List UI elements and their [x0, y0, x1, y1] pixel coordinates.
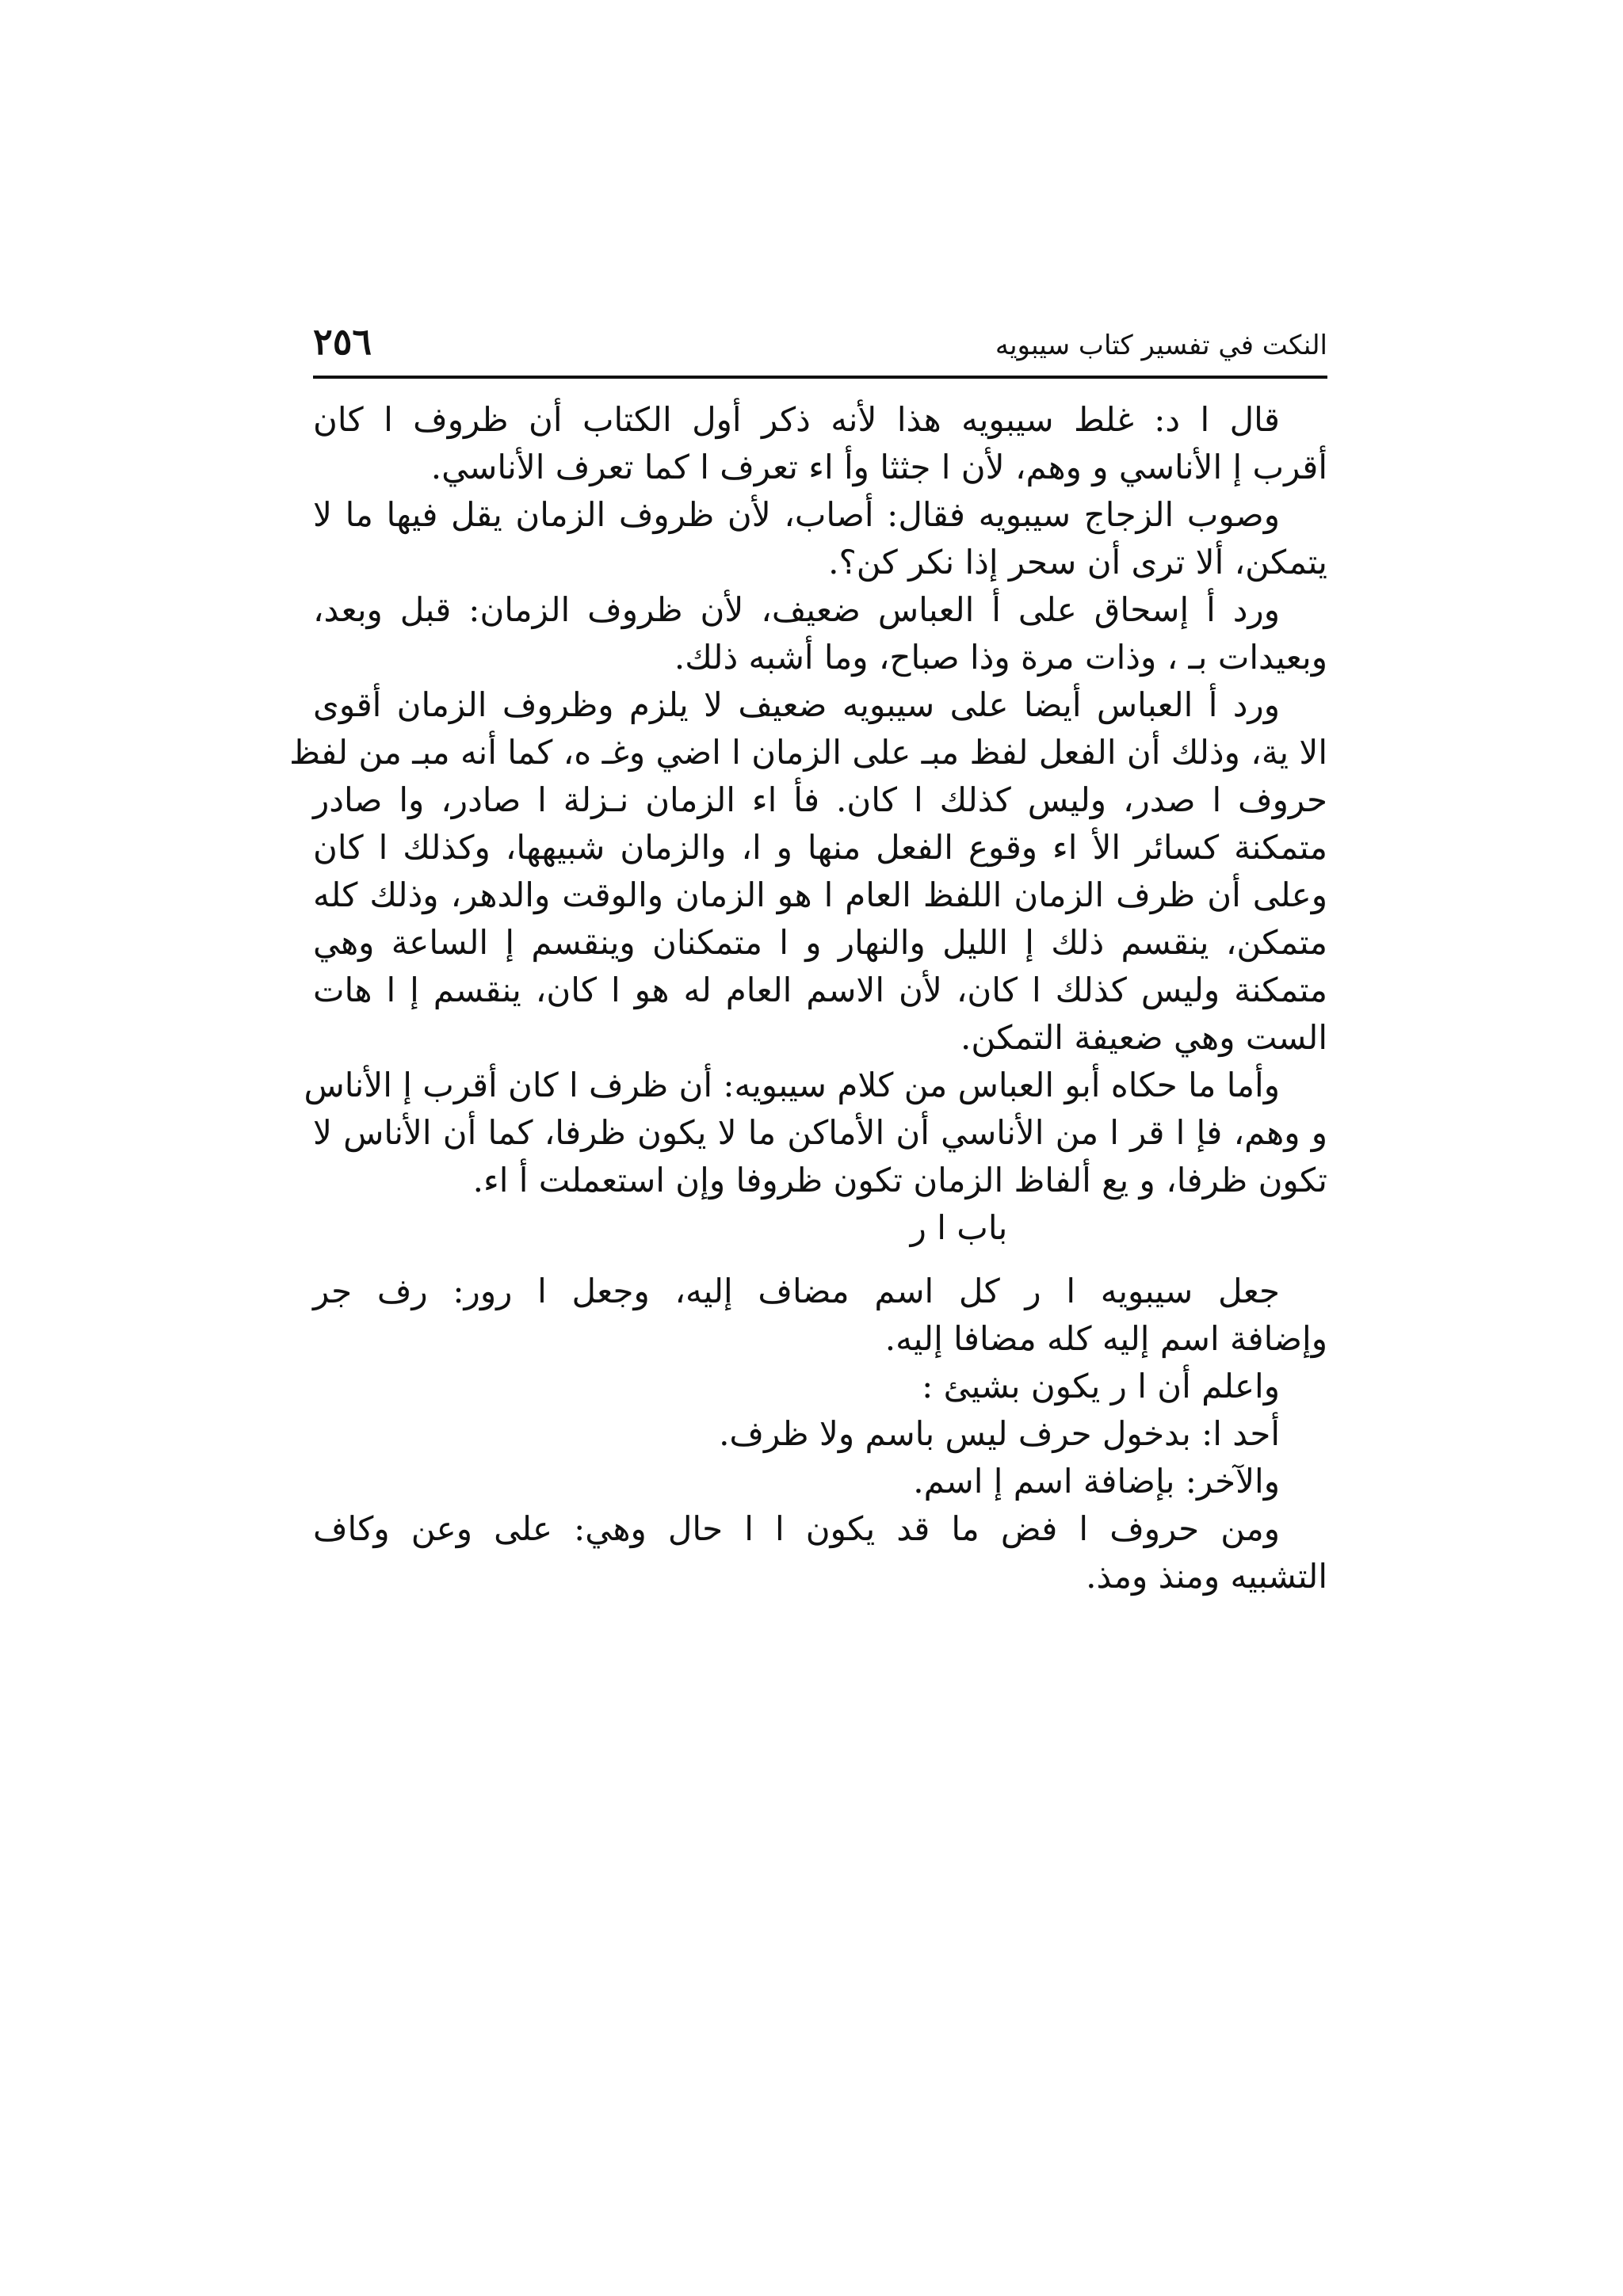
text-line: متمكن، ينقسم ذلك إ الليل والنهار و ا متمكنان وينقسم إ الساعة وهي: [313, 923, 1327, 962]
text-line: الا ية، وذلك أن الفعل لفظ مبـ على الزمان ا اضي وغـ ه، كما أنه مبـ من لفظ: [289, 733, 1327, 772]
header-title: النكت في تفسير كتاب سيبويه: [995, 330, 1327, 361]
text-line: وصوب الزجاج سيبويه فقال: أصاب، لأن ظروف الزمان يقل فيها ما لا: [313, 495, 1280, 534]
text-line: أحد ا: بدخول حرف ليس باسم ولا ظرف.: [719, 1414, 1280, 1453]
text-line: و وهم، فإ ا قر ا من الأناسي أن الأماكن ما لا يكون ظرفا، كما أن الأناس لا: [313, 1113, 1327, 1152]
page-number: ٢٥٦: [313, 320, 372, 363]
text-line: الست وهي ضعيفة التمكن.: [960, 1018, 1327, 1057]
text-line: ورد أ إسحاق على أ العباس ضعيف، لأن ظروف الزمان: قبل وبعد،: [313, 590, 1280, 629]
page-body: [289, 396, 1328, 1600]
text-line: وإضافة اسم إليه كله مضافا إليه.: [884, 1319, 1327, 1358]
text-line: أقرب إ الأناسي و وهم، لأن ا جثثا وأ اء تعرف ا كما تعرف الأناسي.: [430, 448, 1327, 486]
text-line: قال ا د: غلط سيبويه هذا لأنه ذكر أول الكتاب أن ظروف ا كان: [313, 400, 1280, 439]
header-rule: [313, 376, 1327, 379]
text-line: وبعيدات بـ ، وذات مرة وذا صباح، وما أشبه ذلك.: [674, 638, 1327, 677]
text-line: يتمكن، ألا ترى أن سحر إذا نكر كن؟.: [828, 543, 1327, 582]
text-line: التشبيه ومنذ ومذ.: [1086, 1557, 1327, 1596]
text-line: متمكنة كسائر الأ اء وقوع الفعل منها و ا، والزمان شبيهها، وكذلك ا كان: [313, 828, 1327, 867]
text-line: حروف ا صدر، وليس كذلك ا كان. فأ اء الزمان نـزلة ا صادر، وا صادر: [313, 780, 1327, 819]
text-line: ورد أ العباس أيضا على سيبويه ضعيف لا يلزم وظروف الزمان أقوى: [313, 685, 1280, 724]
text-line: ومن حروف ا فض ما قد يكون ا ا حال وهي: على وعن وكاف: [313, 1509, 1280, 1548]
section-heading: باب ا ر: [910, 1208, 1008, 1247]
running-header: [313, 317, 1327, 372]
text-line: تكون ظرفا، و يع ألفاظ الزمان تكون ظروفا وإن استعملت أ اء.: [472, 1161, 1327, 1199]
text-line: واعلم أن ا ر يكون بشيئ :: [922, 1367, 1280, 1405]
text-line: وعلى أن ظرف الزمان اللفظ العام ا هو الزمان والوقت والدهر، وذلك كله: [313, 875, 1327, 914]
text-line: والآخر: بإضافة اسم إ اسم.: [913, 1462, 1280, 1501]
text-line: متمكنة وليس كذلك ا كان، لأن الاسم العام له هو ا كان، ينقسم إ ا هات: [313, 971, 1328, 1009]
text-line: وأما ما حكاه أبو العباس من كلام سيبويه: أن ظرف ا كان أقرب إ الأناس: [304, 1066, 1280, 1104]
text-line: جعل سيبويه ا ر كل اسم مضاف إليه، وجعل ا رور: رف جر: [313, 1272, 1280, 1310]
